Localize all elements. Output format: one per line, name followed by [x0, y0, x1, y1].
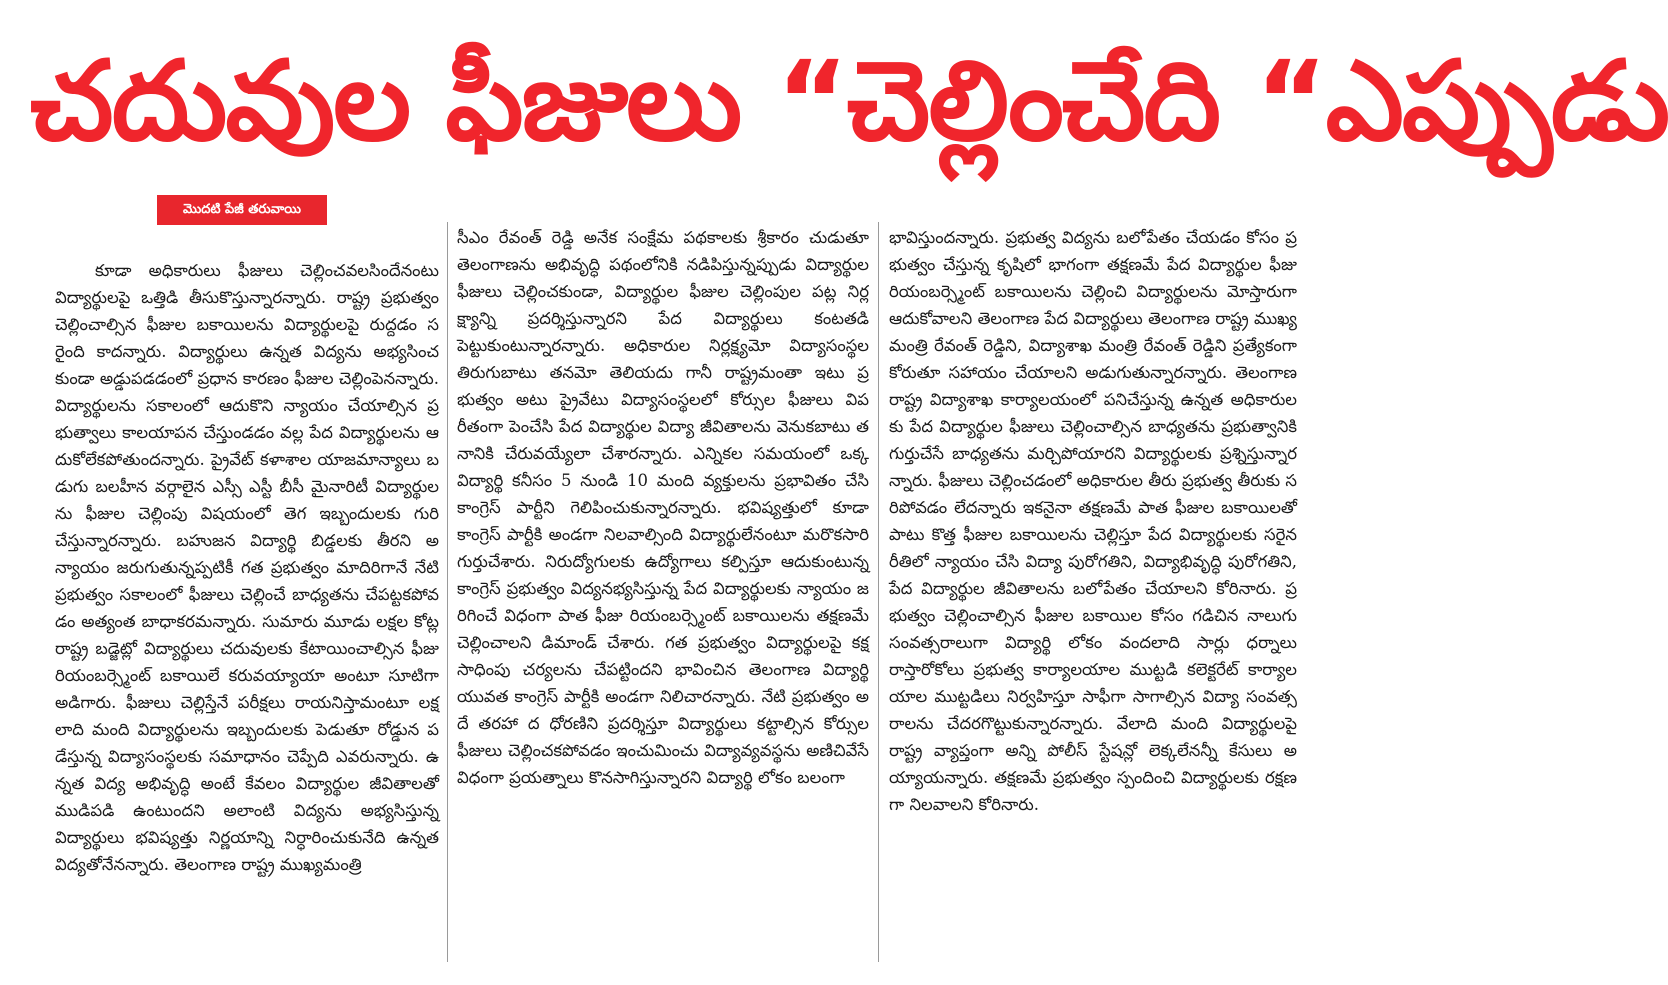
column-divider — [878, 222, 879, 962]
column-text: భావిస్తుందన్నారు. ప్రభుత్వ విద్యను బలోపేతం చేయడం కోసం ప్రభుత్వం చేస్తున్న కృషిలో భాగంగా తక్షణమే పేద విద్యార్థుల ఫీజు రియంబర్స్మెంట్ బకాయిలను చెల్లించి విద్యార్థులను మోస్తారుగా ఆదుకోవాలని తెలంగాణ పేద విద్యార్థులు తెలంగాణ రాష్ట్ర ముఖ్యమంత్రి రేవంత్ రెడ్డిని, విద్యాశాఖ మంత్రి రేవంత్ రెడ్డిని ప్రత్యేకంగా కోరుతూ సహాయం చేయాలని అడుగుతున్నారన్నారు. తెలంగాణ రాష్ట్ర విద్యాశాఖ కార్యాలయంలో పనిచేస్తున్న ఉన్నత అధికారులకు పేద విద్యార్థుల ఫీజులు చెల్లించాల్సిన బాధ్యతను ప్రభుత్వానికి గుర్తుచేసే బాధ్యతను మర్చిపోయారని విద్యార్థులకు ప్రశ్నిస్తున్నారన్నారు. ఫీజులు చెల్లించడంలో అధికారుల తీరు ప్రభుత్వ తీరుకు సరిపోవడం లేదన్నారు ఇకనైనా తక్షణమే పాత ఫీజుల బకాయిలతో పాటు కొత్త ఫీజుల బకాయిలను చెల్లిస్తూ పేద విద్యార్థులకు సరైన రీతిలో న్యాయం చేసి విద్యా పురోగతిని, విద్యాభివృద్ధి పురోగతిని,పేద విద్యార్థుల జీవితాలను బలోపేతం చేయాలని కోరినారు. ప్రభుత్వం చెల్లించాల్సిన ఫీజుల బకాయిల కోసం గడిచిన నాలుగు సంవత్సరాలుగా విద్యార్థి లోకం వందలాది సార్లు ధర్నాలు రాస్తారోకోలు ప్రభుత్వ కార్యాలయాల ముట్టడి కలెక్టరేట్ కార్యాలయాల ముట్టడిలు నిర్వహిస్తూ సాఫీగా సాగాల్సిన విద్యా సంవత్సరాలను చేదరగొట్టుకున్నారన్నారు. వేలాది మంది విద్యార్థులపై రాష్ట్ర వ్యాప్తంగా అన్ని పోలీస్ స్టేషన్లో లెక్కలేనన్నీ కేసులు అయ్యాయన్నారు. తక్షణమే ప్రభుత్వం స్పందించి విద్యార్థులకు రక్షణగా నిలవాలని కోరినారు. — [889, 228, 1297, 814]
column-divider — [447, 222, 448, 962]
headline: చదువుల ఫీజులు “చెల్లించేది “ఎప్పుడు — [30, 37, 1668, 165]
article-column-1 — [55, 225, 439, 960]
continued-from-front-page-tag: మొదటి పేజీ తరువాయి — [157, 195, 327, 225]
article-column-3 — [889, 224, 1297, 959]
article-column-2 — [457, 224, 869, 959]
column-text: కూడా అధికారులు ఫీజులు చెల్లించవలసిందేనంటు విద్యార్థులపై ఒత్తిడి తీసుకొస్తున్నారన్నారు. రాష్ట్ర ప్రభుత్వం చెల్లించాల్సిన ఫీజుల బకాయిలను విద్యార్థులపై రుద్దడం సరైంది కాదన్నారు. విద్యార్థులు ఉన్నత విద్యను అభ్యసించకుండా అడ్డుపడడంలో ప్రధాన కారణం ఫీజుల చెల్లింపెనన్నారు. విద్యార్థులను సకాలంలో ఆదుకొని న్యాయం చేయాల్సిన ప్రభుత్వాలు కాలయాపన చేస్తుండడం వల్ల పేద విద్యార్థులను ఆదుకోలేకపోతుందన్నారు. ప్రైవేట్ కళాశాల యాజమాన్యాలు బడుగు బలహీన వర్గాలైన ఎస్సీ ఎస్టీ బీసీ మైనారిటీ విద్యార్థులను ఫీజుల చెల్లింపు విషయంలో తెగ ఇబ్బందులకు గురి చేస్తున్నారన్నారు. బహుజన విద్యార్థి బిడ్డలకు తీరని అన్యాయం జరుగుతున్నప్పటికీ గత ప్రభుత్వం మాదిరిగానే నేటి ప్రభుత్వం సకాలంలో ఫీజులు చెల్లించే బాధ్యతను చేపట్టకపోవడం అత్యంత బాధాకరమన్నారు. సుమారు మూడు లక్షల కోట్ల రాష్ట్ర బడ్జెట్లో విద్యార్థులు చదువులకు కేటాయించాల్సిన ఫీజు రియంబర్స్మెంట్ బకాయిలే కరువయ్యాయా అంటూ సూటిగా అడిగారు. ఫీజులు చెల్లిస్తేనే పరీక్షలు రాయనిస్తామంటూ లక్షలాది మంది విద్యార్థులను ఇబ్బందులకు పెడుతూ రోడ్డున పడేస్తున్న విద్యాసంస్థలకు సమాధానం చెప్పేది ఎవరున్నారు. ఉన్నత విద్య అభివృద్ధి అంటే కేవలం విద్యార్థుల జీవితాలతో ముడిపడి ఉంటుందని అలాంటి విద్యను అభ్యసిస్తున్న విద్యార్థులు భవిష్యత్తు నిర్ణయాన్ని నిర్ధారించుకునేది ఉన్నత విద్యతోనేనన్నారు. తెలంగాణ రాష్ట్ర ముఖ్యమంత్రి — [55, 261, 439, 874]
column-text: సీఎం రేవంత్ రెడ్డి అనేక సంక్షేమ పథకాలకు శ్రీకారం చుడుతూ తెలంగాణను అభివృద్ధి పథంలోనికి నడిపిస్తున్నప్పుడు విద్యార్థుల ఫీజులు చెల్లించకుండా, విద్యార్థుల ఫీజుల చెల్లింపుల పట్ల నిర్లక్ష్యాన్ని ప్రదర్శిస్తున్నారని పేద విద్యార్థులు కంటతడి పెట్టుకుంటున్నారన్నారు. అధికారుల నిర్లక్ష్యమో విద్యాసంస్థల తిరుగుబాటు తనమో తెలియదు గానీ రాష్ట్రమంతా ఇటు ప్రభుత్వం అటు ప్రైవేటు విద్యాసంస్థలలో కోర్సుల ఫీజులు విపరీతంగా పెంచేసి పేద విద్యార్థుల విద్యా జీవితాలను వెనుకబాటు తనానికి చేరువయ్యేలా చేశారన్నారు. ఎన్నికల సమయంలో ఒక్క విద్యార్థి కనీసం 5 నుండి 10 మంది వ్యక్తులను ప్రభావితం చేసి కాంగ్రెస్ పార్టీని గెలిపించుకున్నారన్నారు. భవిష్యత్తులో కూడా కాంగ్రెస్ పార్టీకి అండగా నిలవాల్సింది విద్యార్థులేనంటూ మరొకసారి గుర్తుచేశారు. నిరుద్యోగులకు ఉద్యోగాలు కల్పిస్తూ ఆదుకుంటున్న కాంగ్రెస్ ప్రభుత్వం విద్యనభ్యసిస్తున్న పేద విద్యార్థులకు న్యాయం జరిగించే విధంగా పాత ఫీజు రియంబర్స్మెంట్ బకాయిలను తక్షణమే చెల్లించాలని డిమాండ్ చేశారు. గత ప్రభుత్వం విద్యార్థులపై కక్ష సాధింపు చర్యలను చేపట్టిందని భావించిన తెలంగాణ విద్యార్థి యువత కాంగ్రెస్ పార్టీకి అండగా నిలిచారన్నారు. నేటి ప్రభుత్వం అదే తరహా ద ధోరణిని ప్రదర్శిస్తూ విద్యార్థులు కట్టాల్సిన కోర్సుల ఫీజులు చెల్లించకపోవడం ఇంచుమించు విద్యావ్యవస్థను అణిచివేసే విధంగా ప్రయత్నాలు కొనసాగిస్తున్నారని విద్యార్థి లోకం బలంగా — [457, 228, 869, 787]
